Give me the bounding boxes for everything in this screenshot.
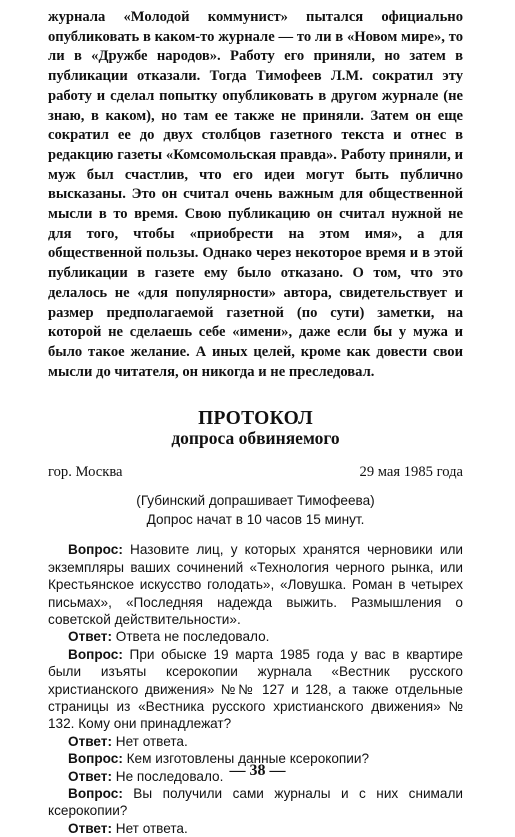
start-time: Допрос начат в 10 часов 15 минут.	[146, 512, 365, 528]
qa-text: Нет ответа.	[111, 733, 188, 749]
qa-text: Ответа не последовало.	[111, 629, 270, 645]
qa-item	[48, 820, 463, 837]
protocol-title: ПРОТОКОЛ	[198, 408, 313, 430]
qa-label: Вопрос:	[68, 751, 123, 767]
qa-item	[48, 646, 463, 733]
qa-item	[48, 785, 463, 820]
qa-item	[48, 733, 463, 750]
place-date-line	[48, 463, 463, 482]
qa-label: Ответ:	[68, 768, 112, 784]
qa-text: Назовите лиц, у которых хранятся черновики или экземпляры ваших сочинений «Технология черного рынка, или Крестьянское искусство голодать», «Ловушка. Роман в четырех письмах», «Последняя надежда выжить. Размышления о советской действительности».	[48, 542, 463, 627]
qa-label: Ответ:	[68, 820, 112, 836]
protocol-heading	[48, 408, 463, 448]
qa-text: При обыске 19 марта 1985 года у вас в квартире были изъяты ксерокопии журнала «Вестник русского христианского движения» №№ 127 и 128, а также отдельные страницы из «Вестника русского христианского движения» № 132. Кому они принадлежат?	[48, 646, 463, 732]
place: гор. Москва	[48, 464, 123, 481]
qa-item	[48, 541, 463, 628]
qa-text: Вы получили сами журналы и с них снимали ксерокопии?	[48, 786, 463, 819]
date: 29 мая 1985 года	[359, 464, 463, 481]
intro-paragraph: журнала «Молодой коммунист» пытался официально опубликовать в каком-то журнале — то ли в «Новом мире», то ли в «Дружбе народов». Работу его приняли, но затем в публикации отказали. Тогда Тимофеев Л.М. сократил эту работу и сделал попытку опубликовать в другом журнале (не знаю, в каком), но там ее также не приняли. Затем он еще сократил ее до двух столбцов газетного текста и отнес в редакцию газеты «Комсомольская правда». Работу приняли, и муж был счастлив, что его идеи могут быть публично высказаны. Это он считал очень важным для общественной мысли в то время. Свою публикацию он считал нужной не для того, чтобы «приобрести на этом имя», а для общественной пользы. Однако через некоторое время и в этой публикации в газете ему было отказано. О том, что это делалось не «для популярности» автора, свидетельствует и размер предполагаемой газетной (по сути) заметки, на которой не сделаешь себе «имени», даже если бы у мужа и было такое желание. А иных целей, кроме как довести свои мысли до читателя, он никогда и не преследовал.	[48, 9, 463, 380]
qa-label: Ответ:	[68, 733, 112, 749]
interrogator-note: (Губинский допрашивает Тимофеева)	[136, 493, 375, 509]
qa-label: Вопрос:	[68, 542, 123, 558]
qa-label: Ответ:	[68, 629, 112, 645]
qa-text: Кем изготовлены данные ксерокопии?	[122, 751, 370, 767]
qa-label: Вопрос:	[68, 786, 123, 802]
qa-section	[48, 541, 463, 837]
qa-text: Нет ответа.	[111, 820, 188, 836]
protocol-subtitle: допроса обвиняемого	[171, 428, 340, 449]
qa-text: Не последовало.	[111, 768, 224, 784]
qa-item	[48, 628, 463, 645]
qa-label: Вопрос:	[68, 646, 123, 662]
intro-section	[48, 8, 463, 382]
page-number: — 38 —	[229, 762, 286, 779]
